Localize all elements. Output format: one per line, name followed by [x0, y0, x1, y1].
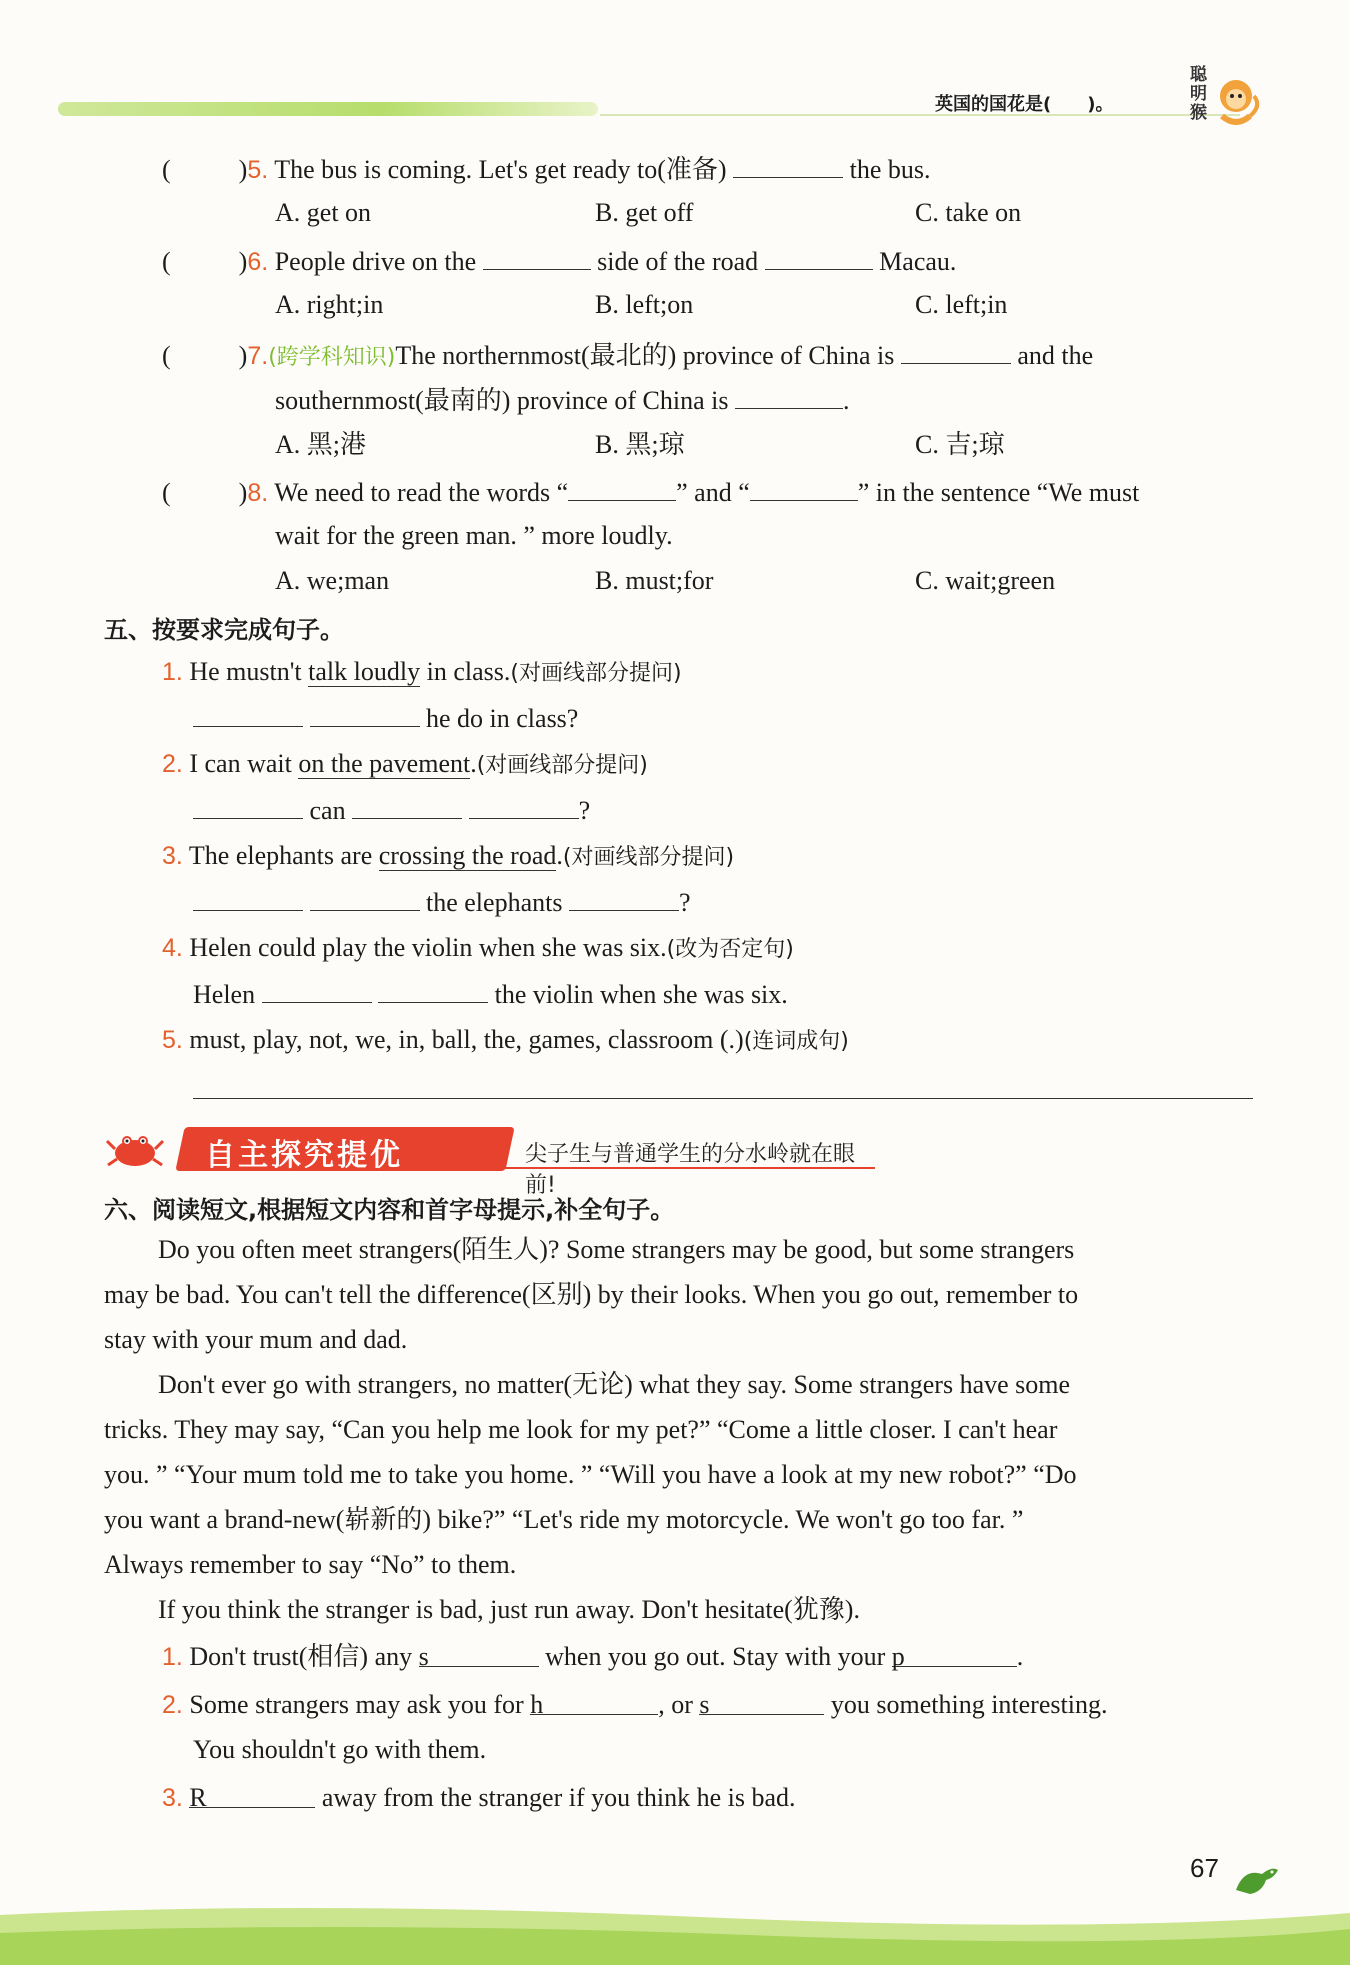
cross-subject-tag: (跨学科知识): [268, 345, 396, 370]
passage-line-1: Do you often meet strangers(陌生人)? Some strangers may be good, but some strangers: [158, 1235, 1075, 1264]
answer-blank[interactable]: h: [530, 1688, 658, 1715]
s6-question-2: 2. Some strangers may ask you for h , or s you something interesting.: [162, 1690, 1108, 1719]
answer-blank[interactable]: [310, 700, 420, 727]
answer-blank[interactable]: [193, 792, 303, 819]
mc-option-7b: B. 黑;琼: [595, 430, 685, 459]
mc-question-6: ( )6. People drive on the side of the road Macau.: [162, 243, 956, 279]
s5-item-3: 3. The elephants are crossing the road.(对画线部分提问): [162, 841, 735, 870]
s6-question-3: 3. R away from the stranger if you think he is bad.: [162, 1783, 796, 1812]
answer-blank[interactable]: R: [189, 1781, 315, 1808]
s5-item-4: 4. Helen could play the violin when she was six.(改为否定句): [162, 933, 794, 962]
answer-blank[interactable]: [352, 792, 462, 819]
mc-option-6b: B. left;on: [595, 290, 694, 319]
s5-answer-2: can ?: [193, 792, 590, 828]
answer-blank[interactable]: [733, 151, 843, 178]
answer-blank[interactable]: s: [419, 1640, 539, 1667]
header-rule: [600, 114, 1240, 116]
mc-question-7: ( )7.(跨学科知识)The northernmost(最北的) province of China is and the: [162, 337, 1093, 375]
logo-text: 聪 明 猴: [1190, 65, 1207, 123]
mc-option-8a: A. we;man: [275, 566, 390, 595]
mc-question-7-line2: southernmost(最南的) province of China is .: [275, 382, 850, 418]
answer-blank[interactable]: [193, 700, 303, 727]
passage-line-8: Always remember to say “No” to them.: [104, 1550, 517, 1579]
mc-question-8: ( )8. We need to read the words “ ” and “ ” in the sentence “We must: [162, 474, 1139, 510]
passage-line-7: you want a brand-new(崭新的) bike?” “Let's ride my motorcycle. We won't go too far. ”: [104, 1505, 1024, 1534]
s6-question-1: 1. Don't trust(相信) any s when you go out. Stay with your p .: [162, 1642, 1024, 1671]
dinosaur-icon: [1232, 1860, 1282, 1900]
mc-option-7a: A. 黑;港: [275, 430, 367, 459]
s5-item-1: 1. He mustn't talk loudly in class.(对画线部分提问): [162, 657, 682, 686]
answer-blank[interactable]: [262, 976, 372, 1003]
s5-item-5: 5. must, play, not, we, in, ball, the, games, classroom (.)(连词成句): [162, 1025, 849, 1054]
passage-line-6: you. ” “Your mum told me to take you home. ” “Will you have a look at my new robot?” “Do: [104, 1460, 1077, 1489]
s5-answer-3: the elephants ?: [193, 884, 691, 920]
mc-option-5b: B. get off: [595, 198, 694, 227]
passage-line-5: tricks. They may say, “Can you help me look for my pet?” “Come a little closer. I can't hear: [104, 1415, 1058, 1444]
passage-line-3: stay with your mum and dad.: [104, 1325, 408, 1354]
answer-blank[interactable]: [568, 474, 676, 501]
passage-line-9: If you think the stranger is bad, just run away. Don't hesitate(犹豫).: [158, 1595, 860, 1624]
answer-blank[interactable]: [483, 243, 591, 270]
mc-question-5: ( )5. The bus is coming. Let's get ready to(准备) the bus.: [162, 151, 931, 187]
answer-blank[interactable]: [193, 884, 303, 911]
answer-blank[interactable]: [750, 474, 858, 501]
banner-subtitle: 尖子生与普通学生的分水岭就在眼前!: [525, 1142, 856, 1198]
crab-icon: [105, 1125, 165, 1173]
answer-blank[interactable]: [469, 792, 579, 819]
section-6-title: 六、阅读短文,根据短文内容和首字母提示,补全句子。: [104, 1196, 675, 1224]
s5-answer-5-line[interactable]: [193, 1098, 1253, 1099]
s5-item-2: 2. I can wait on the pavement.(对画线部分提问): [162, 749, 648, 778]
mc-question-8-line2: wait for the green man. ” more loudly.: [275, 521, 673, 550]
header-question: 英国的国花是( )。: [935, 94, 1114, 115]
s6-question-2-line2: You shouldn't go with them.: [193, 1735, 487, 1764]
answer-blank[interactable]: [735, 382, 843, 409]
mc-option-6c: C. left;in: [915, 290, 1008, 319]
mc-option-8b: B. must;for: [595, 566, 714, 595]
mc-option-5a: A. get on: [275, 198, 372, 227]
passage-line-2: may be bad. You can't tell the difference(区别) by their looks. When you go out, remember to: [104, 1280, 1079, 1309]
s5-answer-4: Helen the violin when she was six.: [193, 976, 788, 1012]
answer-blank[interactable]: [378, 976, 488, 1003]
section-5-title: 五、按要求完成句子。: [104, 616, 344, 644]
mc-option-7c: C. 吉;琼: [915, 430, 1005, 459]
answer-blank[interactable]: [310, 884, 420, 911]
s5-answer-1: he do in class?: [193, 700, 578, 736]
answer-blank[interactable]: [901, 337, 1011, 364]
banner-title: 自主探究提优: [205, 1138, 403, 1173]
mc-option-8c: C. wait;green: [915, 566, 1056, 595]
mc-option-6a: A. right;in: [275, 290, 384, 319]
answer-blank[interactable]: [765, 243, 873, 270]
monkey-logo: [1192, 66, 1264, 138]
passage-line-4: Don't ever go with strangers, no matter(无论) what they say. Some strangers have some: [158, 1370, 1071, 1399]
answer-blank[interactable]: p: [892, 1640, 1017, 1667]
header-green-bar: [58, 102, 598, 116]
page-number: 67: [1190, 1853, 1219, 1883]
mc-option-5c: C. take on: [915, 198, 1022, 227]
answer-blank[interactable]: s: [699, 1688, 824, 1715]
footer-wave: [0, 1895, 1350, 1965]
answer-blank[interactable]: [569, 884, 679, 911]
section-banner: [105, 1125, 875, 1198]
